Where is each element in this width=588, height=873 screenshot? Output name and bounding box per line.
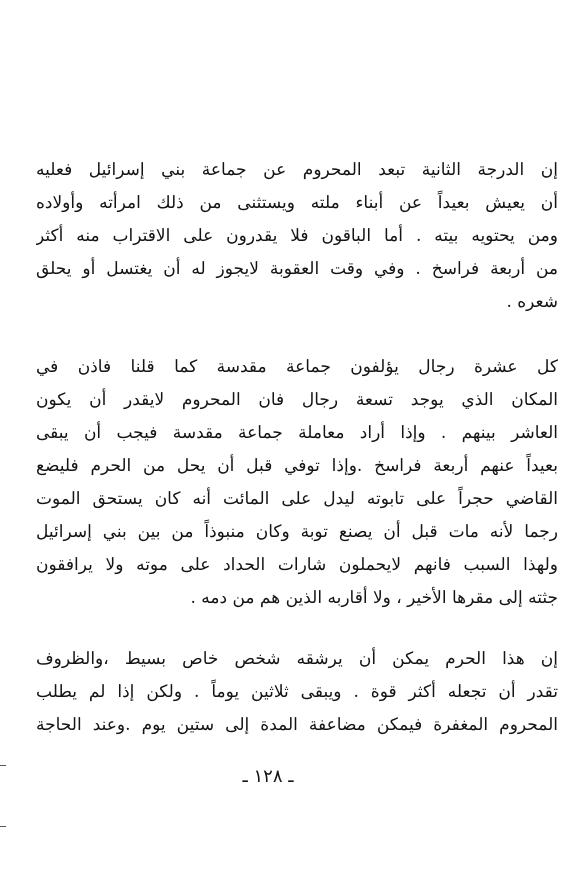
- text-line: المكان الذي يوجد تسعة رجال فان المحروم لايقدر أن يكون: [36, 390, 558, 410]
- text-line: ولهذا السبب فانهم لايحملون شارات الحداد على موته ولا يرافقون: [36, 555, 558, 575]
- text-line: أن يعيش بعيداً عن أبناء ملته ويستثنى من ذلك امرأته وأولاده: [36, 193, 558, 213]
- text-line: تقدر أن تجعله أكثر قوة . ويبقى ثلاثين يوماً . ولكن إذا لم يطلب: [36, 682, 558, 702]
- text-line: من أربعة فراسخ . وفي وقت العقوبة لايجوز له أن يغتسل أو يحلق: [36, 259, 558, 279]
- text-line: رجما لأنه مات قبل أن يصنع توبة وكان منبوذاً من بين بني إسرائيل: [36, 522, 558, 542]
- text-line: إن الدرجة الثانية تبعد المحروم عن جماعة بني إسرائيل فعليه: [36, 160, 558, 180]
- text-line: العاشر بينهم . وإذا أراد معاملة جماعة مقدسة فيجب أن يبقى: [36, 423, 558, 443]
- text-line: بعيداً عنهم أربعة فراسخ .وإذا توفي قبل أن يحل من الحرم فليضع: [36, 456, 558, 476]
- text-line: المحروم المغفرة فيمكن مضاعفة المدة إلى ستين يوم .وعند الحاجة: [36, 715, 558, 735]
- page-number: ـ ١٢٨ ـ: [242, 766, 294, 787]
- paragraph-3: [36, 643, 558, 742]
- text-line: إن هذا الحرم يمكن أن يرشقه شخص خاص بسيط ،والظروف: [36, 649, 558, 669]
- scan-edge-mark: [0, 765, 6, 766]
- paragraph-1: [36, 154, 558, 319]
- text-line: ومن يحتويه بيته . أما الباقون فلا يقدرون على الاقتراب منه أكثر: [36, 226, 558, 246]
- text-line: جثته إلى مقرها الأخير ، ولا أقاربه الذين هم من دمه .: [190, 588, 558, 608]
- text-line: كل عشرة رجال يؤلفون جماعة مقدسة كما قلنا فاذن في: [36, 357, 558, 377]
- paragraph-2: [36, 351, 558, 615]
- text-line: شعره .: [506, 292, 558, 312]
- scan-edge-mark: [0, 826, 6, 827]
- text-line: القاضي حجراً على تابوته ليدل على المائت أنه كان يستحق الموت: [36, 489, 558, 509]
